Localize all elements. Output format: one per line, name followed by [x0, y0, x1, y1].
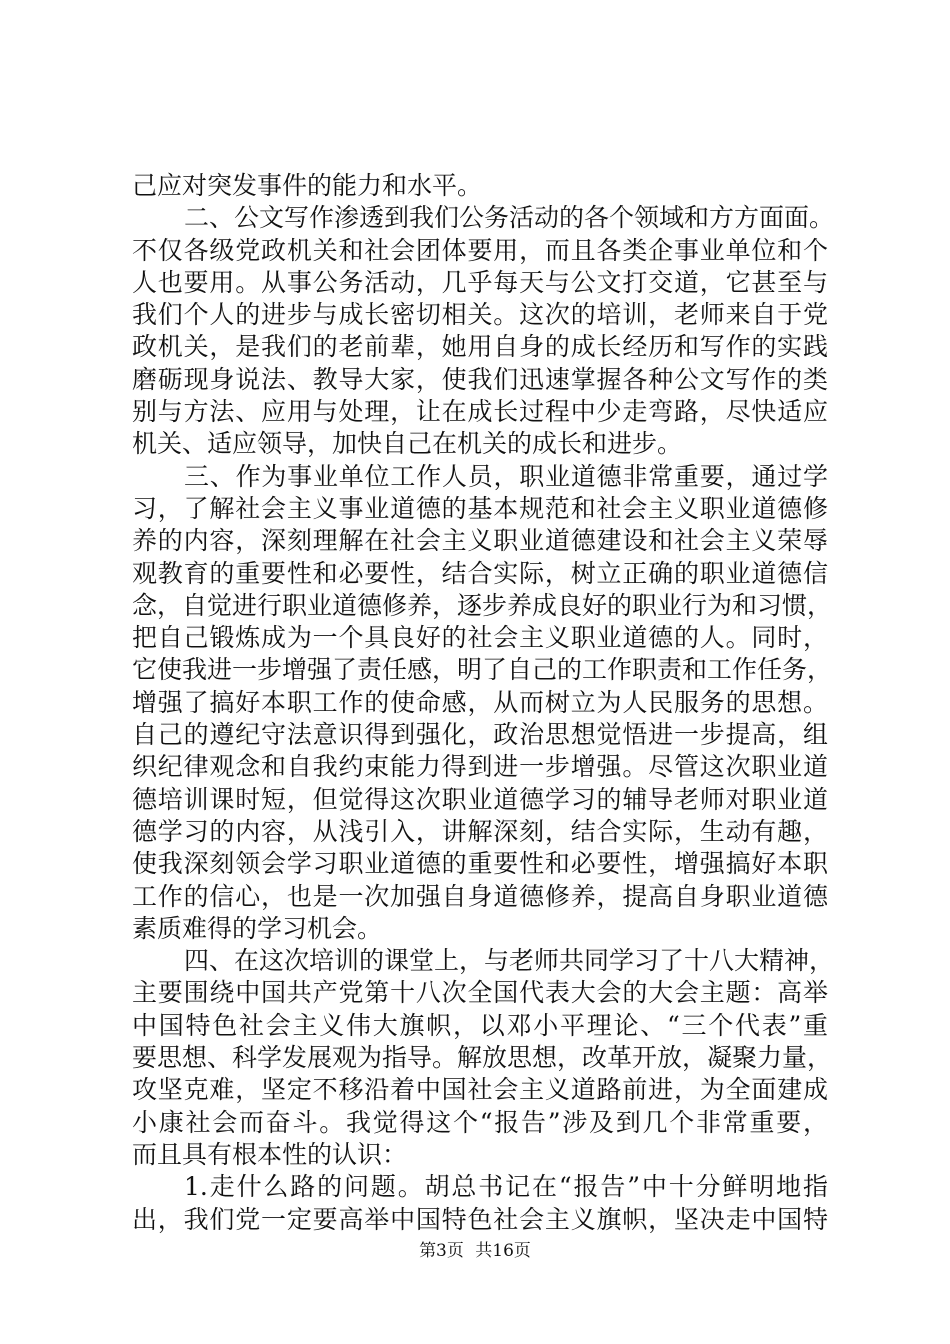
text-line: 增强了搞好本职工作的使命感，从而树立为人民服务的思想。 [132, 687, 828, 717]
text-line: 我们个人的进步与成长密切相关。这次的培训，老师来自于党 [132, 300, 828, 330]
text-line: 机关、适应领导，加快自己在机关的成长和进步。 [132, 429, 683, 459]
text-line: 1.走什么路的问题。胡总书记在“报告”中十分鲜明地指 [184, 1172, 828, 1202]
text-line: 三、作为事业单位工作人员，职业道德非常重要，通过学 [184, 461, 828, 491]
text-line: 别与方法、应用与处理，让在成长过程中少走弯路，尽快适应 [132, 397, 828, 427]
text-line: 使我深刻领会学习职业道德的重要性和必要性，增强搞好本职 [132, 849, 828, 879]
text-line: 而且具有根本性的认识： [132, 1139, 408, 1169]
page-footer [0, 1240, 950, 1262]
text-line: 念，自觉进行职业道德修养，逐步养成良好的职业行为和习惯， [132, 590, 833, 620]
text-line: 织纪律观念和自我约束能力得到进一步增强。尽管这次职业道 [132, 752, 828, 782]
text-line: 观教育的重要性和必要性，结合实际，树立正确的职业道德信 [132, 558, 828, 588]
text-line: 磨砺现身说法、教导大家，使我们迅速掌握各种公文写作的类 [132, 364, 828, 394]
text-line: 出，我们党一定要高举中国特色社会主义旗帜，坚决走中国特 [132, 1204, 828, 1234]
text-line: 攻坚克难，坚定不移沿着中国社会主义道路前进，为全面建成 [132, 1075, 828, 1105]
text-line: 不仅各级党政机关和社会团体要用，而且各类企事业单位和个 [132, 235, 828, 265]
text-line: 主要围绕中国共产党第十八次全国代表大会的大会主题：高举 [132, 978, 828, 1008]
body-text [132, 170, 835, 1236]
text-line: 素质难得的学习机会。 [132, 913, 383, 943]
text-line: 它使我进一步增强了责任感，明了自己的工作职责和工作任务， [132, 655, 833, 685]
text-line: 工作的信心，也是一次加强自身道德修养，提高自身职业道德 [132, 881, 828, 911]
text-line: 政机关，是我们的老前辈，她用自身的成长经历和写作的实践 [132, 332, 828, 362]
text-line: 二、公文写作渗透到我们公务活动的各个领域和方方面面。 [184, 203, 835, 233]
text-line: 要思想、科学发展观为指导。解放思想，改革开放，凝聚力量， [132, 1043, 833, 1073]
page-number: 第3页 [419, 1241, 464, 1261]
text-line: 把自己锻炼成为一个具良好的社会主义职业道德的人。同时， [132, 623, 828, 653]
page-total: 共16页 [475, 1241, 531, 1261]
text-line: 中国特色社会主义伟大旗帜，以邓小平理论、“三个代表”重 [132, 1010, 828, 1040]
text-line: 习，了解社会主义事业道德的基本规范和社会主义职业道德修 [132, 493, 828, 523]
text-line: 小康社会而奋斗。我觉得这个“报告”涉及到几个非常重要， [132, 1107, 828, 1137]
text-line: 养的内容，深刻理解在社会主义职业道德建设和社会主义荣辱 [132, 526, 828, 556]
text-line: 自己的遵纪守法意识得到强化，政治思想觉悟进一步提高，组 [132, 720, 828, 750]
text-line: 己应对突发事件的能力和水平。 [132, 171, 483, 200]
text-line: 德学习的内容，从浅引入，讲解深刻，结合实际，生动有趣， [132, 816, 828, 846]
text-line: 德培训课时短，但觉得这次职业道德学习的辅导老师对职业道 [132, 784, 828, 814]
text-line: 四、在这次培训的课堂上，与老师共同学习了十八大精神， [184, 946, 835, 976]
text-line: 人也要用。从事公务活动，几乎每天与公文打交道，它甚至与 [132, 267, 828, 297]
